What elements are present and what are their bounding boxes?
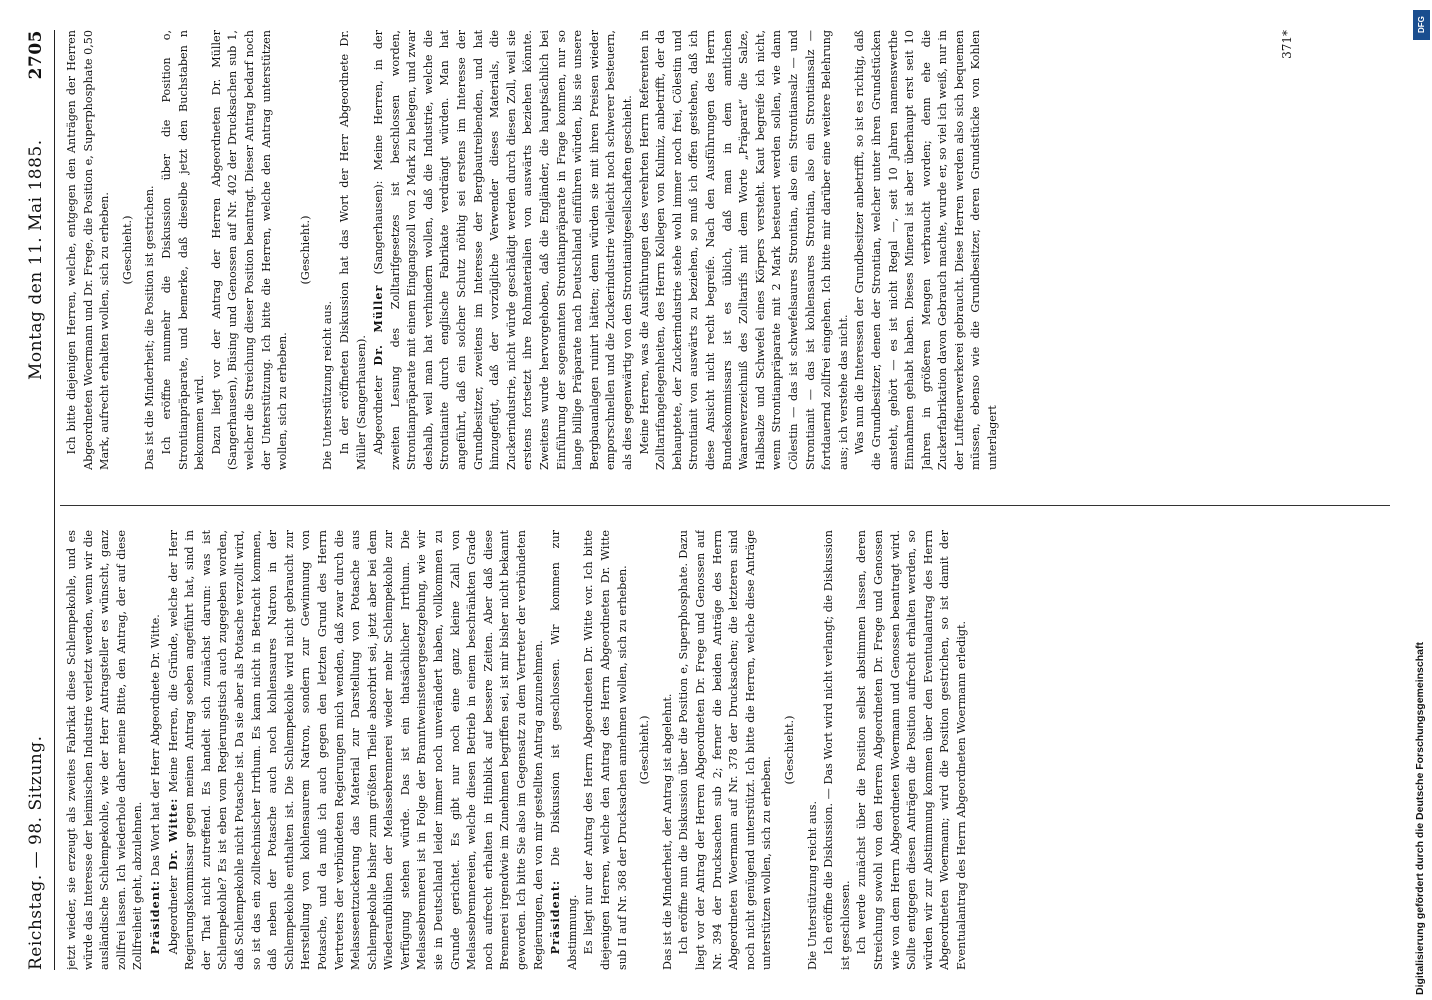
dfg-logo: DFG bbox=[1413, 10, 1430, 40]
header-divider bbox=[54, 30, 55, 970]
speech-paragraph bbox=[147, 530, 165, 970]
speech-paragraph bbox=[547, 530, 581, 970]
speech-text: Das Wort hat der Herr Abgeordnete Dr. Witte. bbox=[148, 614, 162, 877]
page-number: 2705 bbox=[26, 30, 46, 80]
header-date: Montag den 11. Mai 1885. bbox=[26, 139, 46, 380]
speaker-name: Präsident: bbox=[548, 879, 563, 955]
speech-text: Meine Herren, die Gründe, welche der Herr Regierungskommissar gegen meinen Antrag soeben angeführt hat, sind in der That nicht zutreffend. Es handelt sich zunächst darum: was ist Schlempekohle? Es ist eben vom Regierungstisch auch zugegeben worden, daß Schlempekohle nicht Potasche ist. Da sie aber als Potasche verzollt wird, so ist das ein zolltechnischer Irrthum. Es kann nicht in Betracht kommen, daß neben der Potasche auch noch kohlensaures Natron in der Schlempekohle enthalten ist. Die Schlempekohle wird nicht gebraucht zur Herstellung von kohlensaurem Natron, sondern zur Gewinnung von Potasche, und da muß ich auch gegen den letzten Grund des Herrn Vertreters der verbündeten Regierungen mich wenden, daß zwar durch die Melasseentzuckerung das Material zur Darstellung von Potasche aus Schlempekohle bisher zum größten Theile absorbirt sei, jetzt aber bei dem Wiederaufblühen der Melassebrennerei wieder mehr Schlempekohle zur Verfügung stehen würde. Das ist ein thatsächlicher Irrthum. Die Melassebrennerei ist in Folge der Branntweinsteuergesetzgebung, wie wir sie in Deutschland leider immer noch unverändert haben, vollkommen zu Grunde gerichtet. Es gibt nur noch eine ganz kleine Zahl von Melassebrennereien, welche diesen Betrieb in einem beschränkten Grade noch aufrecht erhalten in Hinblick auf bessere Zeiten. Aber daß diese Brennerei irgendwie im Zunehmen begriffen sei, ist mir bisher nicht bekannt geworden. Ich bitte Sie also im Gegensatz zu dem Vertreter der verbündeten Regierungen, den von mir gestellten Antrag anzunehmen. bbox=[166, 530, 545, 970]
stage-direction: (Geschieht.) bbox=[298, 215, 312, 285]
speech-text: Die Diskussion ist geschlossen. Wir kommen zur Abstimmung. bbox=[549, 530, 579, 970]
text-paragraph: Die Unterstützung reicht aus. bbox=[805, 800, 819, 970]
left-column bbox=[64, 530, 1374, 970]
text-paragraph: Die Unterstützung reicht aus. bbox=[321, 300, 335, 470]
speaker-name: Dr. Witte: bbox=[165, 797, 180, 871]
text-paragraph: Ich eröffne nun die Diskussion über die Position e, Superphosphate. Dazu liegt vor der Antrag der Herren Abgeordneten Dr. Frege und Genossen auf Nr. 394 der Drucksachen sub 2; ferner die beiden Anträge des Herrn Abgeordneten Woermann auf Nr. 378 der Drucksachen; die letzteren sind noch nicht genügend unterstützt. Ich bitte die Herren, welche diese Anträge unterstützen wollen, sich zu erheben. bbox=[677, 530, 774, 970]
text-paragraph: In der eröffneten Diskussion hat das Wort der Herr Abgeordnete Dr. Müller (Sangerhausen). bbox=[337, 30, 368, 470]
text-paragraph: Ich eröffne die Diskussion. — Das Wort wird nicht verlangt; die Diskussion ist geschlossen. bbox=[822, 530, 852, 970]
text-paragraph: Ich eröffne nunmehr die Diskussion über die Position o, Strontianpräparate, und bemerke, daß dieselbe jetzt den Buchstaben n bekommen wird. bbox=[159, 30, 207, 470]
text-paragraph: Das ist die Minderheit; die Position ist gestrichen. bbox=[143, 185, 157, 470]
speaker-title: Abgeordneter bbox=[372, 375, 386, 455]
speech-text: Meine Herren, in der zweiten Lesung des Zolltarifgesetzes ist beschlossen worden, Strontianpräparate mit einem Eingangszoll von 2 Mark zu belegen, und zwar deshalb, weil man hat verhindern wollen, daß die Industrie, welche die Strontianite durch englische Fabrikate verdrängt würden. Man hat angeführt, daß ein solcher Schutz nöthig sei erstens im Interesse der Grundbesitzer, zweitens im Interesse der Bergbautreibenden, und hat hinzugefügt, daß der vorzügliche Verwender dieses Materials, die Zuckerindustrie, nicht würde geschädigt werden durch diesen Zoll, weil sie erstens fortsetzt ihre Rohmaterialien von auswärts beziehen könnte. Zweitens wurde hervorgehoben, daß die Engländer, die hauptsächlich bei Einführung der sogenannten Strontianpräparate in Frage kommen, nur so lange billige Präparate nach Deutschland einführen würden, bis sie unsere Bergbauanlagen ruinirt hätten; denn würden sie mit ihren Preisen wieder emporschnellen und die Zuckerindustrie vielleicht noch schwerer besteuern, als dies gegenwärtig von den Strontianitgesellschaften geschieht. bbox=[372, 30, 634, 470]
stage-direction: (Geschieht.) bbox=[782, 715, 796, 785]
text-paragraph: Ich bitte diejenigen Herren, welche, entgegen den Anträgen der Herren Abgeordneten Woermann und Dr. Frege, die Position e, Superphosphate 0,50 Mark, aufrecht erhalten wollen, sich zu erheben. bbox=[65, 30, 112, 470]
speech-paragraph bbox=[370, 30, 637, 470]
text-paragraph: Meine Herren, was die Ausführungen des verehrten Herrn Referenten in Zolltarifangelegenheiten, des Herrn Kollegen von Kulmiz, anbetrifft, der da behauptete, der Zuckerindustrie stehe wohl immer noch frei, Cölestin und Strontianit von auswärts zu beziehen, so muß ich offen gestehen, daß ich diese Ansicht nicht recht begreife. Nach den Ausführungen des Herrn Bundeskommissars ist es üblich, daß man in dem amtlichen Waarenverzeichniß des Zolltarifs mit dem Worte „Präparat“ die Salze, Halbsalze und Schwefel eines Körpers versteht. Kaut begreife ich nicht, wenn Strontianpräparate mit 2 Mark besteuert werden sollen, wie dann Cölestin — das ist schwefelsaures Strontian, also ein Strontiansalz — und Strontianit — das ist kohlensaures Strontian, also ein Strontiansalz — fortdauernd zollfrei eingehen. Ich bitte mir darüber eine weitere Belehrung aus; ich verstehe das nicht. bbox=[637, 30, 850, 470]
text-paragraph: Ich werde zunächst über die Position selbst abstimmen lassen, deren Streichung sowohl von den Herren Abgeordneten Dr. Frege und Genossen wie von dem Herrn Abgeordneten Woermann und Genossen beantragt wird. Sollte entgegen diesen Anträgen die Position aufrecht erhalten werden, so würden wir zur Abstimmung kommen über den Eventualantrag des Herrn Abgeordneten Woermann; wird die Position gestrichen, so ist damit der Eventualantrag des Herrn Abgeordneten Woermann erledigt. bbox=[855, 530, 968, 970]
stage-direction: (Geschieht.) bbox=[120, 215, 134, 285]
right-column bbox=[64, 30, 1374, 470]
speaker-title: Abgeordneter bbox=[166, 875, 180, 955]
column-separator bbox=[60, 505, 1390, 506]
stage-direction: (Geschieht.) bbox=[638, 715, 652, 785]
text-paragraph: Es liegt nur der Antrag des Herrn Abgeordneten Dr. Witte vor. Ich bitte diejenigen Herren, welche den Antrag des Herrn Abgeordneten Dr. Witte sub II auf Nr. 368 der Drucksachen annehmen wollen, sich zu erheben. bbox=[582, 530, 629, 970]
speaker-name: Präsident: bbox=[147, 879, 162, 955]
header-session: Reichstag. — 98. Sitzung. bbox=[26, 735, 46, 970]
watermark bbox=[1412, 0, 1432, 1000]
text-paragraph: Das ist die Minderheit, der Antrag ist abgelehnt. bbox=[660, 693, 674, 970]
speech-paragraph bbox=[165, 530, 548, 970]
signature-mark: 371* bbox=[1280, 30, 1294, 59]
text-paragraph: Dazu liegt vor der Antrag der Herren Abgeordneten Dr. Müller (Sangerhausen), Büsing und Genossen auf Nr. 402 der Drucksachen sub 1, welcher die Streichung dieser Position beantragt. Dieser Antrag bedarf noch der Unterstützung. Ich bitte die Herren, welche den Antrag unterstützen wollen, sich zu erheben. bbox=[209, 30, 290, 470]
speaker-constituency: (Sangerhausen): bbox=[372, 180, 386, 275]
text-paragraph: jetzt wieder, sie erzeugt als zweites Fabrikat diese Schlempekohle, und es würde das Interesse der heimischen Industrie verletzt werden, wenn wir die ausländische Schlempekohle, wie der Herr Antragsteller es wünscht, ganz zollfrei lassen. Ich wiederhole daher meine Bitte, den Antrag, der auf diese Zollfreiheit geht, abzulehnen. bbox=[65, 530, 145, 970]
speaker-name: Dr. Müller bbox=[371, 284, 386, 366]
text-paragraph: Was nun die Interessen der Grundbesitzer anbetrifft, so ist es richtig, daß die Grundbesitzer, denen der Strontian, welcher unter ihren Grundstücken ansteht, gehört — es ist nicht Regal —, seit 10 Jahren namenswerthe Einnahmen gehabt haben. Dieses Mineral ist aber überhaupt erst seit 10 Jahren in größeren Mengen verbraucht worden; denn ehe die Zuckerfabrikation davon Gebrauch machte, wurde er, so viel ich weiß, nur in der Luftfeuerwerkerei gebraucht. Diese Herren werden also sich bequemen müssen, ebenso wie die Grundbesitzer, deren Grundstücke von Kohlen unterlagert bbox=[853, 30, 1000, 470]
watermark-text: Digitalisierung gefördert durch die Deutsche Forschungsgemeinschaft bbox=[1414, 642, 1426, 995]
page-header bbox=[22, 30, 52, 970]
